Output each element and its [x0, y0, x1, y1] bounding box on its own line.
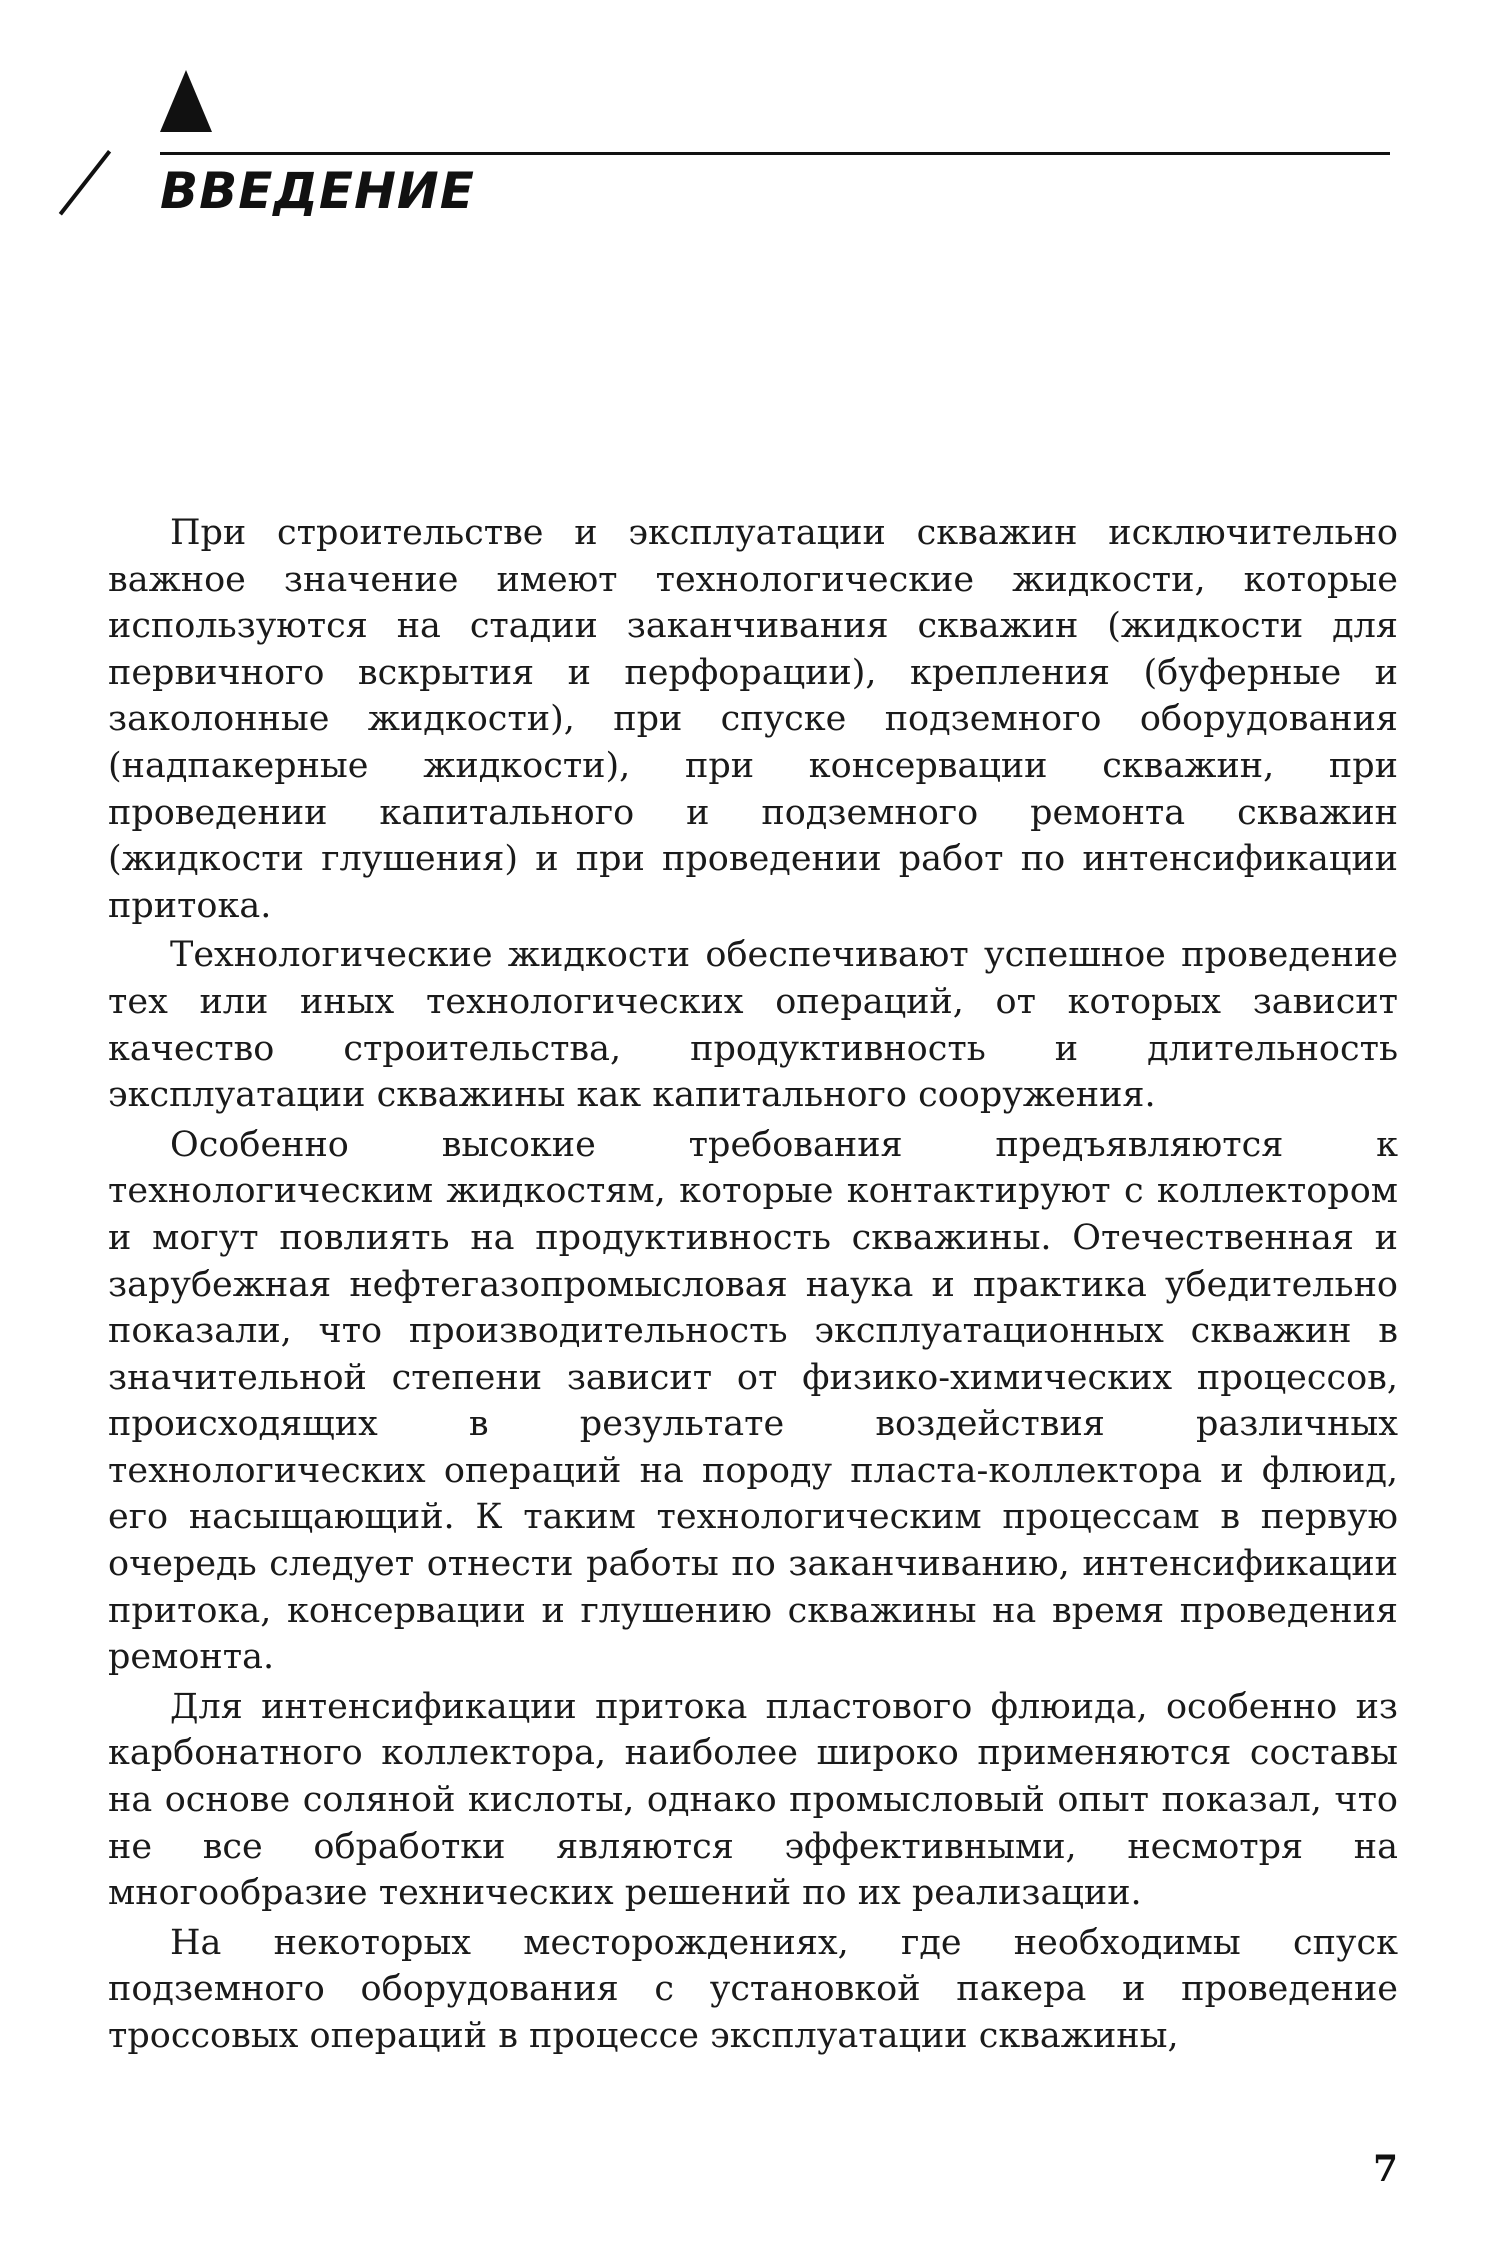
heading-slash-ornament — [59, 150, 111, 216]
body-text — [108, 510, 1398, 2063]
paragraph-3: Особенно высокие требования предъявляются к технологическим жидкостям, которые контактируют с коллектором и могут повлиять на продуктивность скважины. Отечественная и зарубежная нефтегазопромысловая наука и практика убедительно показали, что производительность эксплуатационных скважин в значительной степени зависит от физико-химических процессов, происходящих в результате воздействия различных технологических операций на породу пласта-коллектора и флюид, его насыщающий. К таким технологическим процессам в первую очередь следует отнести работы по заканчиванию, интенсификации притока, консервации и глушению скважины на время проведения ремонта. — [108, 1124, 1398, 1678]
paragraph-4: Для интенсификации притока пластового флюида, особенно из карбонатного коллектора, наиболее широко применяются составы на основе соляной кислоты, однако промысловый опыт показал, что не все обработки являются эффективными, несмотря на многообразие технических решений по их реализации. — [108, 1686, 1398, 1914]
chapter-heading: ВВЕДЕНИЕ — [160, 162, 475, 220]
triangle-ornament-icon — [160, 70, 212, 132]
paragraph-1: При строительстве и эксплуатации скважин исключительно важное значение имеют технологические жидкости, которые используются на стадии заканчивания скважин (жидкости для первичного вскрытия и перфорации), крепления (буферные и заколонные жидкости), при спуске подземного оборудования (надпакерные жидкости), при консервации скважин, при проведении капитального и подземного ремонта скважин (жидкости глушения) и при проведении работ по интенсификации притока. — [108, 513, 1398, 926]
paragraph-2: Технологические жидкости обеспечивают успешное проведение тех или иных технологических операций, от которых зависит качество строительства, продуктивность и длительность эксплуатации скважины как капитального сооружения. — [108, 935, 1398, 1116]
page-number: 7 — [1373, 2148, 1399, 2190]
header-rule — [160, 152, 1390, 155]
paragraph-5: На некоторых месторождениях, где необходимы спуск подземного оборудования с установкой пакера и проведение троссовых операций в процессе эксплуатации скважины, — [108, 1922, 1398, 2056]
